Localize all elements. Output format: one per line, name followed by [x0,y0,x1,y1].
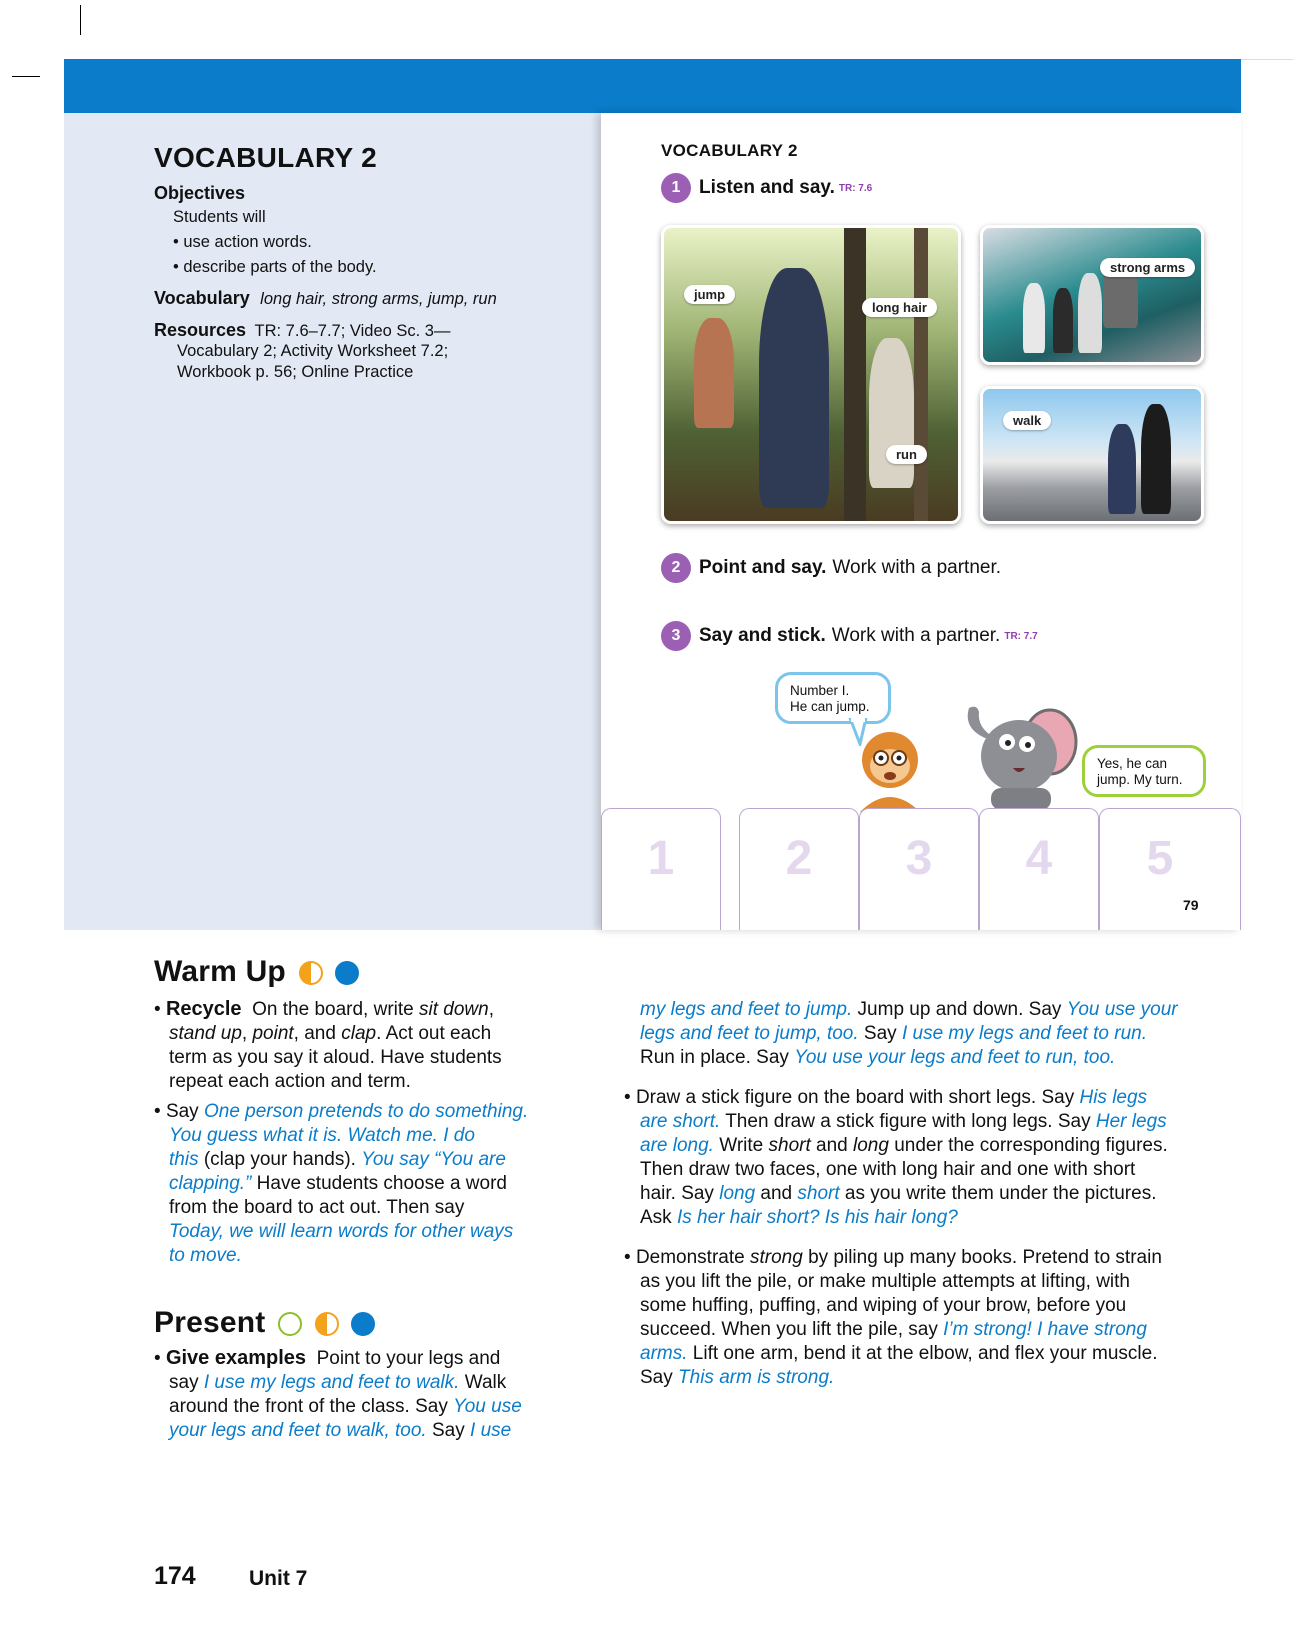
text: around the front of the class. Say [169,1396,454,1417]
resources-line: Workbook p. 56; Online Practice [177,363,414,381]
text: and [810,1135,854,1156]
text: to move. [169,1245,242,1266]
unit-label: Unit 7 [249,1567,308,1590]
full-circle-icon [335,961,359,985]
text: Have students choose a word [251,1173,507,1194]
text: Run in place. Say [640,1047,795,1068]
text: Say [640,1367,679,1388]
text: You use your legs and feet to run, too. [794,1047,1116,1068]
top-banner [64,59,1241,113]
text: your legs and feet to walk, too. [169,1420,427,1441]
text: clapping.” [169,1173,252,1194]
present-heading-text: Present [154,1306,266,1339]
text: Lift one arm, bend it at the elbow, and flex your muscle. [687,1343,1158,1364]
photo-kids-walking [980,386,1204,524]
empty-circle-icon [278,1312,302,1336]
text: I use my legs and feet to run. [901,1023,1147,1044]
text: say [169,1372,204,1393]
step-1 [661,173,872,203]
text: legs and feet to jump, too. [640,1023,859,1044]
monkey-character-icon [850,722,930,812]
vocabulary-label: Vocabulary [154,288,250,308]
text: , and [293,1023,342,1044]
photo-kids-running-forest [661,225,961,524]
sticker-number: 1 [647,832,675,885]
text: from the board to act out. Then say [169,1197,465,1218]
text: long [719,1183,756,1204]
objective-item: • describe parts of the body. [173,258,377,276]
text: Write [713,1135,769,1156]
text: hair. Say [640,1183,720,1204]
text: some huffing, puffing, and wiping of your brow, before you [640,1295,1127,1316]
text: I’m strong! I have strong [943,1319,1147,1340]
text: arms. [640,1343,688,1364]
text: Draw a stick figure on the board with short legs. Say [635,1087,1080,1108]
label-tag-long-hair: long hair [862,298,937,317]
sticker-slot-2[interactable] [739,808,859,930]
half-circle-icon [299,961,323,985]
recycle-label: Recycle [165,998,242,1020]
text: repeat each action and term. [169,1071,411,1092]
sticker-row [601,808,1241,930]
sticker-slot-3[interactable] [859,808,979,930]
text: Demonstrate [635,1247,750,1268]
text: are short. [640,1111,721,1132]
text: and [755,1183,798,1204]
text: I use my legs and feet to walk. [203,1372,460,1393]
warmup-say: • Say One person pretends to do something. You guess what it is. Watch me. I do this (clap your hands). You say “You are clapping.” Have students choose a word from the board to act out. Then say Today, we will learn words for other ways to move. [154,1100,564,1268]
track-reference: TR: 7.7 [1004,630,1038,642]
bubble-line: Yes, he can [1097,756,1168,771]
bubble-line: Number I. [790,683,850,698]
strong-activity: • Demonstrate strong by piling up many books. Pretend to strain as you lift the pile, or make multiple attempts at lifting, with some huffing, puffing, and wiping of your brow, before you succeed. When you lift the pile, say I’m strong! I have strong arms. Lift one arm, bend it at the elbow, and flex your muscle. Say This arm is strong. [624,1246,1241,1390]
text: I use [470,1420,512,1441]
step-2-title: Point and say. [699,557,827,578]
half-circle-icon [315,1312,339,1336]
text: Jump up and down. Say [852,999,1067,1020]
sticker-slot-4[interactable] [979,808,1099,930]
resources-line: TR: 7.6–7.7; Video Sc. 3— [254,322,451,340]
sticker-number: 3 [905,832,933,885]
text: Then draw a stick figure with long legs. Say [720,1111,1096,1132]
student-page-title: VOCABULARY 2 [661,141,798,160]
label-tag-run: run [886,445,927,464]
text: You use [453,1396,522,1417]
text: are long. [640,1135,714,1156]
text: clap [341,1023,377,1044]
step-number-badge: 2 [661,553,691,583]
text: long [853,1135,889,1156]
text: term as you say it aloud. Have students [169,1047,502,1068]
text: short [797,1183,840,1204]
text: Is her hair short? Is his hair long? [676,1207,958,1228]
vocabulary-row [154,288,497,309]
text: short [768,1135,811,1156]
text: Say [165,1101,204,1122]
bubble-line: jump. My turn. [1097,772,1183,787]
label-tag-jump: jump [684,285,735,304]
present-give-examples: • Give examples Point to your legs and say I use my legs and feet to walk. Walk around the front of the class. Say You use your legs and feet to walk, too. Say I use [154,1347,522,1441]
student-page-number: 79 [1183,897,1199,913]
text: You use your [1066,999,1178,1020]
text: This arm is strong. [678,1367,835,1388]
text: You say “You are [361,1149,506,1170]
text: Say [426,1420,471,1441]
step-3-title: Say and stick. [699,625,826,646]
sticker-slot-1[interactable] [601,808,721,930]
lesson-title: VOCABULARY 2 [154,142,377,173]
text: as you write them under the pictures. [839,1183,1157,1204]
stick-figure-activity: • Draw a stick figure on the board with short legs. Say His legs are short. Then draw a stick figure with long legs. Say Her legs are long. Write short and long under the corresponding figures. Then draw two faces, one with long hair and one with short hair. Say long and short as you write them under the pictures. Ask Is her hair short? Is his hair long? [624,1086,1241,1230]
step-number-badge: 1 [661,173,691,203]
full-circle-icon [351,1312,375,1336]
text: You guess what it is. Watch me. I do [169,1125,475,1146]
text: Then draw two faces, one with long hair and one with short [640,1159,1136,1180]
crop-mark [80,5,81,35]
page-number: 174 [154,1562,196,1590]
left-panel [64,113,601,930]
text: His legs [1079,1087,1148,1108]
text: , [488,999,494,1020]
text: . Act out each [376,1023,492,1044]
text: point [252,1023,294,1044]
step-3 [661,621,1038,651]
present-heading [154,1306,375,1340]
crop-mark [12,76,40,77]
bubble-line: He can jump. [790,699,870,714]
bullet: • [154,999,166,1020]
label-tag-strong-arms: strong arms [1100,258,1195,277]
text: as you lift the pile, or make multiple attempts at lifting, with [640,1271,1130,1292]
continued-text [640,998,1240,1070]
text: Say [858,1023,902,1044]
warmup-recycle [154,997,554,1094]
sticker-number: 5 [1146,832,1174,885]
warmup-heading-text: Warm Up [154,955,286,988]
step-1-text: Listen and say. [699,177,835,198]
step-3-text: Work with a partner. [831,625,1001,646]
label-tag-walk: walk [1003,411,1051,430]
text: (clap your hands). [198,1149,362,1170]
vocabulary-words: long hair, strong arms, jump, run [260,290,497,308]
resources-label: Resources [154,320,247,340]
text: sit down [419,999,489,1020]
sticker-number: 4 [1025,832,1053,885]
photo-climbing-wall [980,225,1204,365]
text: Today, we will learn words for other ways [169,1221,514,1242]
sticker-number: 2 [785,832,813,885]
text: strong [749,1247,803,1268]
text: Walk [459,1372,507,1393]
text: this [169,1149,199,1170]
track-reference: TR: 7.6 [838,182,873,194]
text: Point to your legs and [316,1348,501,1369]
speech-bubble-elephant [1082,745,1206,797]
step-2-text: Work with a partner. [832,557,1002,578]
text: One person pretends to do something. [203,1101,529,1122]
text: by piling up many books. Pretend to strain [802,1247,1162,1268]
give-examples-label: Give examples [165,1347,307,1369]
sticker-slot-5[interactable] [1099,808,1241,930]
resources-line: Vocabulary 2; Activity Worksheet 7.2; [177,342,449,360]
warmup-heading [154,955,359,989]
text: succeed. When you lift the pile, say [640,1319,944,1340]
text: my legs and feet to jump. [640,999,853,1020]
objectives-label: Objectives [154,183,246,203]
step-2 [661,553,1001,583]
text: On the board, write [252,999,419,1020]
speech-bubble-monkey [775,672,891,724]
objectives-intro: Students will [173,208,266,226]
text: , [241,1023,253,1044]
text: Ask [640,1207,677,1228]
objective-item: • use action words. [173,233,312,251]
text: Her legs [1095,1111,1167,1132]
text: under the corresponding figures. [888,1135,1168,1156]
step-number-badge: 3 [661,621,691,651]
elephant-character-icon [955,698,1083,810]
resources-row [154,320,451,341]
text: stand up [169,1023,242,1044]
